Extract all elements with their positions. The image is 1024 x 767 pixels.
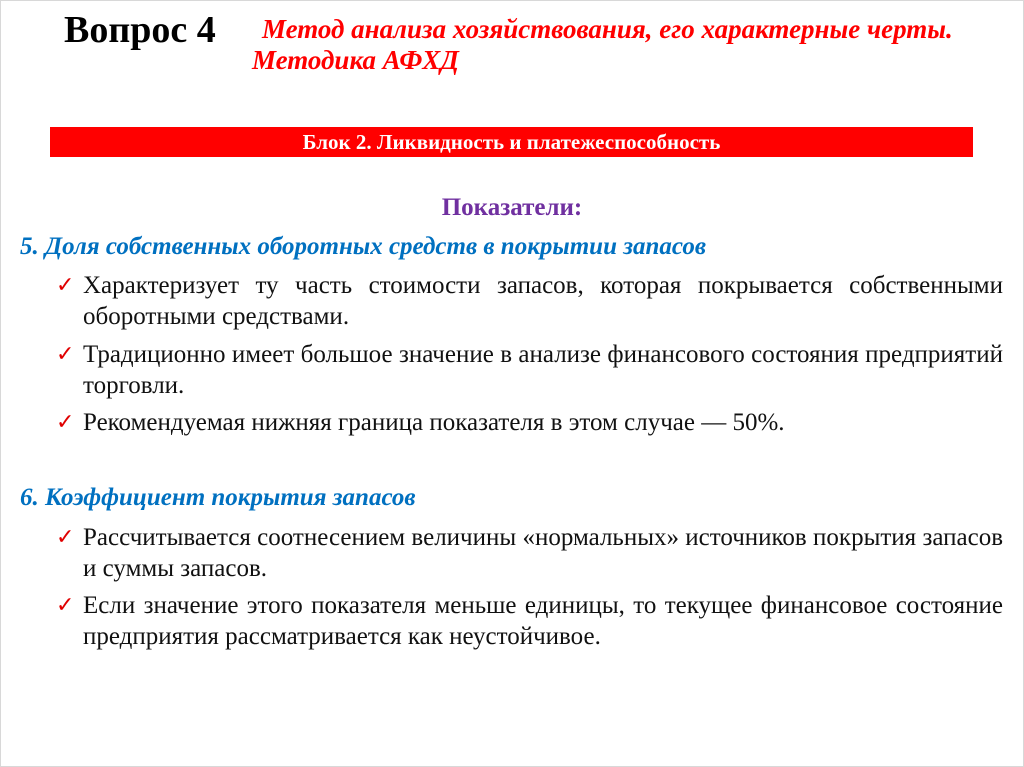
item-text: Рекомендуемая нижняя граница показателя в этом случае — 50%. [83,409,785,436]
check-icon: ✓ [56,593,75,618]
check-icon: ✓ [56,525,75,550]
list-item [56,590,1003,652]
section-heading-6: 6. Коэффициент покрытия запасов [20,484,416,511]
item-text: Характеризует ту часть стоимости запасов, которая покрывается собственными оборотными средствами. [83,272,1003,330]
item-text: Традиционно имеет большое значение в анализе финансового состояния предприятий торговли. [83,341,1003,399]
block-banner: Блок 2. Ликвидность и платежеспособность [50,127,973,157]
check-icon: ✓ [56,273,75,298]
item-text: Рассчитывается соотнесением величины «нормальных» источников покрытия запасов и суммы запасов. [83,524,1003,582]
section-heading-5: 5. Доля собственных оборотных средств в покрытии запасов [20,233,707,260]
question-label: Вопрос 4 [64,9,216,51]
check-icon: ✓ [56,410,75,435]
list-item [56,339,1003,401]
list-item [56,270,1003,332]
list-item [56,522,1003,584]
slide-title-line2: Методика АФХД [252,45,459,75]
indicators-subtitle: Показатели: [441,194,583,221]
slide-title-line1: Метод анализа хозяйствования, его характерные черты. [262,14,953,44]
check-icon: ✓ [56,342,75,367]
list-item [56,407,1003,438]
item-text: Если значение этого показателя меньше единицы, то текущее финансовое состояние предприятия рассматривается как неустойчивое. [83,592,1003,650]
